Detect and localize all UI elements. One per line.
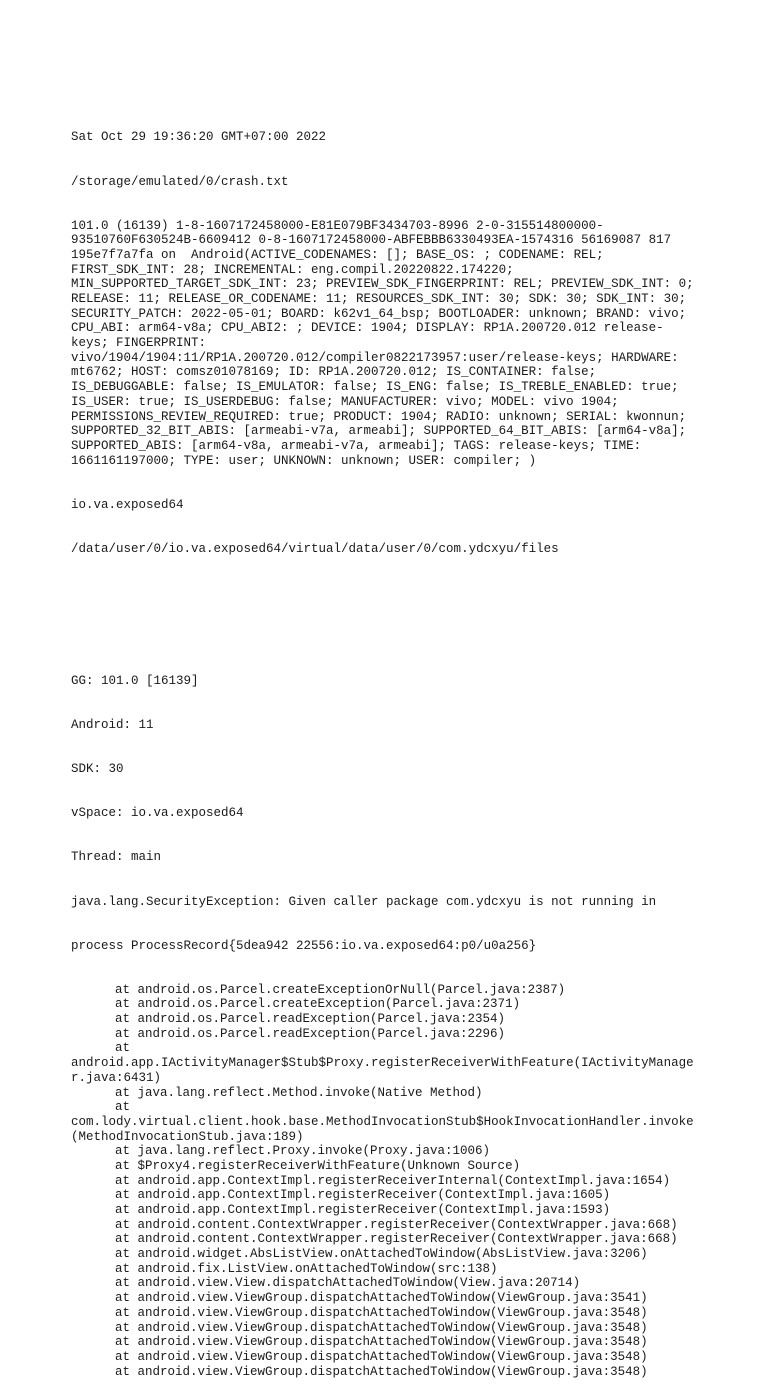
build-info-line: 195e7f7a7fa on Android(ACTIVE_CODENAMES: []; BASE_OS: ; CODENAME: REL; bbox=[71, 247, 604, 262]
build-info-line: IS_DEBUGGABLE: false; IS_EMULATOR: false; IS_ENG: false; IS_TREBLE_ENABLED: true; bbox=[71, 380, 679, 395]
build-info-line: RELEASE: 11; RELEASE_OR_CODENAME: 11; RESOURCES_SDK_INT: 30; SDK: 30; SDK_INT: 30; bbox=[71, 292, 687, 307]
build-info-line: 93510760F630524B-6609412 0-8-1607172458000-ABFEBBB6330493EA-1574316 56169087 817 bbox=[71, 233, 672, 248]
stack-frame: at java.lang.reflect.Method.invoke(Native Method) bbox=[115, 1085, 483, 1100]
stack-frame: r.java:6431) bbox=[71, 1070, 162, 1085]
stack-frame: at android.view.ViewGroup.dispatchAttachedToWindow(ViewGroup.java:3548) bbox=[115, 1335, 648, 1350]
android-version: Android: 11 bbox=[71, 718, 154, 733]
crash-file-path: /storage/emulated/0/crash.txt bbox=[71, 174, 289, 189]
stack-frame: at android.view.ViewGroup.dispatchAttachedToWindow(ViewGroup.java:3541) bbox=[115, 1291, 648, 1306]
build-info-line: SUPPORTED_32_BIT_ABIS: [armeabi-v7a, armeabi]; SUPPORTED_64_BIT_ABIS: [arm64-v8a]; bbox=[71, 424, 687, 439]
spacer bbox=[71, 630, 721, 645]
build-info-line: IS_USER: true; IS_USERDEBUG: false; MANUFACTURER: vivo; MODEL: vivo 1904; bbox=[71, 394, 619, 409]
stack-frame: at $Proxy4.registerReceiverWithFeature(Unknown Source) bbox=[115, 1158, 521, 1173]
stack-frame: at android.content.ContextWrapper.registerReceiver(ContextWrapper.java:668) bbox=[115, 1217, 678, 1232]
build-info-line: SUPPORTED_ABIS: [arm64-v8a, armeabi-v7a, armeabi]; TAGS: release-keys; TIME: bbox=[71, 438, 642, 453]
stack-frame: at android.os.Parcel.readException(Parcel.java:2296) bbox=[115, 1026, 506, 1041]
gg-version: GG: 101.0 [16139] bbox=[71, 674, 199, 689]
crash-date: Sat Oct 29 19:36:20 GMT+07:00 2022 bbox=[71, 130, 327, 145]
stack-frame: at android.view.View.dispatchAttachedToWindow(View.java:20714) bbox=[115, 1276, 581, 1291]
stack-frame: at android.app.ContextImpl.registerReceiverInternal(ContextImpl.java:1654) bbox=[115, 1173, 671, 1188]
stack-frame: at android.view.ViewGroup.dispatchAttachedToWindow(ViewGroup.java:3548) bbox=[115, 1349, 648, 1364]
thread-name: Thread: main bbox=[71, 850, 162, 865]
stack-frame: com.lody.virtual.client.hook.base.MethodInvocationStub$HookInvocationHandler.invoke bbox=[71, 1114, 694, 1129]
stack-frame: at android.app.ContextImpl.registerReceiver(ContextImpl.java:1593) bbox=[115, 1203, 611, 1218]
build-info-block bbox=[71, 219, 721, 469]
stack-frame: at android.os.Parcel.createExceptionOrNull(Parcel.java:2387) bbox=[115, 982, 566, 997]
stack-frame: at android.os.Parcel.createException(Parcel.java:2371) bbox=[115, 997, 521, 1012]
stack-frame: (MethodInvocationStub.java:189) bbox=[71, 1129, 304, 1144]
stack-frame: at bbox=[115, 1041, 131, 1056]
stack-trace bbox=[71, 983, 721, 1380]
stack-frame: at android.widget.AbsListView.onAttachedToWindow(AbsListView.java:3206) bbox=[115, 1247, 648, 1262]
build-info-line: vivo/1904/1904:11/RP1A.200720.012/compiler0822173957:user/release-keys; HARDWARE: bbox=[71, 350, 679, 365]
crash-log-document bbox=[71, 101, 721, 1394]
build-info-line: 101.0 (16139) 1-8-1607172458000-E81E079BF3434703-8996 2-0-315514800000- bbox=[71, 218, 604, 233]
build-info-line: PERMISSIONS_REVIEW_REQUIRED: true; PRODUCT: 1904; RADIO: unknown; SERIAL: kwonnun; bbox=[71, 409, 687, 424]
build-info-line: keys; FINGERPRINT: bbox=[71, 336, 207, 351]
build-info-line: MIN_SUPPORTED_TARGET_SDK_INT: 23; PREVIEW_SDK_FINGERPRINT: REL; PREVIEW_SDK_INT: 0; bbox=[71, 277, 694, 292]
vspace-name: vSpace: io.va.exposed64 bbox=[71, 806, 244, 821]
stack-frame: at android.fix.ListView.onAttachedToWindow(src:138) bbox=[115, 1261, 498, 1276]
stack-frame: at android.view.ViewGroup.dispatchAttachedToWindow(ViewGroup.java:3548) bbox=[115, 1320, 648, 1335]
build-info-line: 1661161197000; TYPE: user; UNKNOWN: unknown; USER: compiler; ) bbox=[71, 453, 537, 468]
package-name: io.va.exposed64 bbox=[71, 497, 184, 512]
stack-frame: android.app.IActivityManager$Stub$Proxy.registerReceiverWithFeature(IActivityManage bbox=[71, 1056, 694, 1071]
stack-frame: at android.app.ContextImpl.registerReceiver(ContextImpl.java:1605) bbox=[115, 1188, 611, 1203]
spacer bbox=[71, 586, 721, 601]
sdk-version: SDK: 30 bbox=[71, 762, 124, 777]
stack-frame: at java.lang.reflect.Proxy.invoke(Proxy.java:1006) bbox=[115, 1144, 491, 1159]
stack-frame: at android.content.ContextWrapper.registerReceiver(ContextWrapper.java:668) bbox=[115, 1232, 678, 1247]
files-path: /data/user/0/io.va.exposed64/virtual/data/user/0/com.ydcxyu/files bbox=[71, 541, 559, 556]
build-info-line: mt6762; HOST: comsz01078169; ID: RP1A.200720.012; IS_CONTAINER: false; bbox=[71, 365, 597, 380]
build-info-line: FIRST_SDK_INT: 28; INCREMENTAL: eng.compil.20220822.174220; bbox=[71, 262, 514, 277]
exception-message-cont: process ProcessRecord{5dea942 22556:io.va.exposed64:p0/u0a256} bbox=[71, 938, 537, 953]
build-info-line: SECURITY_PATCH: 2022-05-01; BOARD: k62v1_64_bsp; BOOTLOADER: unknown; BRAND: vivo; bbox=[71, 306, 687, 321]
stack-frame: at android.os.Parcel.readException(Parcel.java:2354) bbox=[115, 1012, 506, 1027]
stack-frame: at android.view.ViewGroup.dispatchAttachedToWindow(ViewGroup.java:3548) bbox=[115, 1364, 648, 1379]
build-info-line: CPU_ABI: arm64-v8a; CPU_ABI2: ; DEVICE: 1904; DISPLAY: RP1A.200720.012 release- bbox=[71, 321, 664, 336]
exception-message: java.lang.SecurityException: Given caller package com.ydcxyu is not running in bbox=[71, 894, 657, 909]
stack-frame: at android.view.ViewGroup.dispatchAttachedToWindow(ViewGroup.java:3548) bbox=[115, 1305, 648, 1320]
stack-frame: at bbox=[115, 1100, 131, 1115]
